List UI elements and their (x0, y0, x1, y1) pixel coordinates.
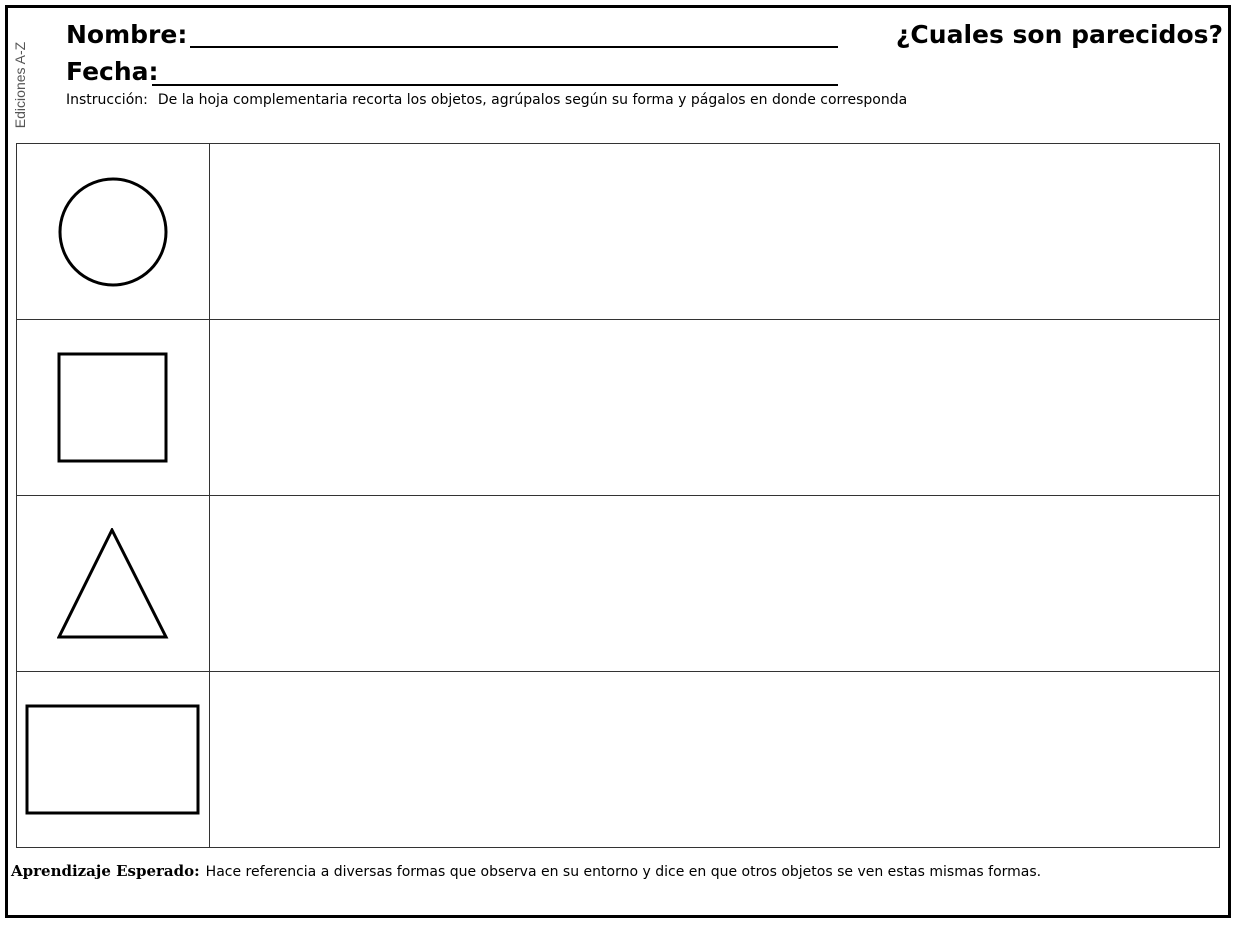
page-title: ¿Cuales son parecidos? (895, 20, 1223, 49)
publisher-label: Ediciones A-Z (12, 41, 28, 129)
paste-area[interactable] (210, 496, 1220, 672)
instruction (66, 92, 907, 108)
table-row (17, 144, 1220, 320)
date-label: Fecha: (66, 57, 159, 86)
square-icon (57, 352, 169, 464)
triangle-icon (57, 528, 169, 640)
shape-cell (17, 496, 210, 672)
name-label: Nombre: (66, 20, 188, 49)
date-field[interactable] (152, 84, 838, 86)
shape-cell (17, 320, 210, 496)
instruction-label: Instrucción: (66, 92, 148, 108)
expected-learning-text: Hace referencia a diversas formas que observa en su entorno y dice en que otros objetos se ven estas mismas formas. (205, 864, 1042, 880)
shape-cell (17, 672, 210, 848)
circle-icon (57, 176, 169, 288)
paste-area[interactable] (210, 672, 1220, 848)
side-label (10, 20, 30, 150)
expected-learning (11, 860, 1211, 883)
shapes-table (16, 143, 1220, 848)
table-row (17, 496, 1220, 672)
rectangle-icon (25, 704, 201, 816)
expected-learning-label: Aprendizaje Esperado: (11, 862, 200, 880)
shape-cell (17, 144, 210, 320)
paste-area[interactable] (210, 320, 1220, 496)
table-row (17, 320, 1220, 496)
paste-area[interactable] (210, 144, 1220, 320)
table-row (17, 672, 1220, 848)
name-field[interactable] (190, 46, 838, 48)
instruction-text: De la hoja complementaria recorta los objetos, agrúpalos según su forma y págalos en donde corresponda (157, 92, 908, 108)
